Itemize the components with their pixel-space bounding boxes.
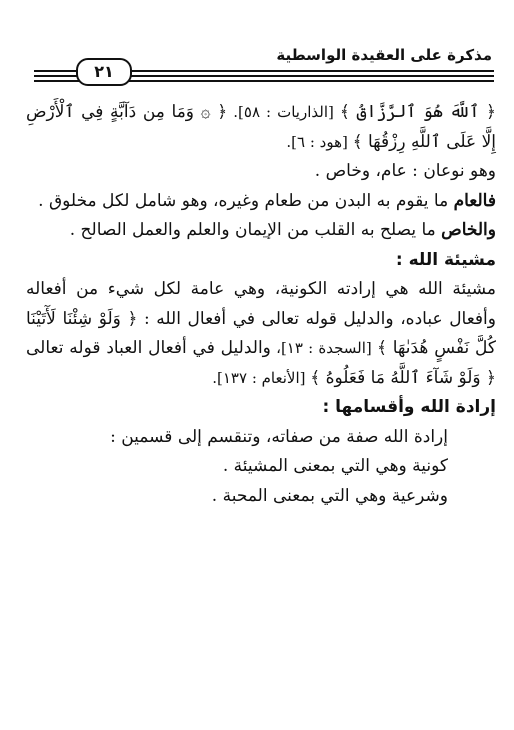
section-heading-mashiah: مشيئة الله :: [395, 249, 496, 270]
paragraph-specific-provision: [26, 216, 496, 246]
paragraph-two-types: [26, 157, 496, 187]
term-lead: فالعام: [453, 190, 496, 211]
verse-reference: [السجدة : ١٣]،: [270, 339, 377, 357]
body-text: مشيئة الله هي إرادته الكونية، وهي عامة لكل شيء من أفعاله وأفعال عباده، والدليل قوله تعالى في أفعال الله :: [26, 279, 496, 329]
body-text: وهو نوعان : عام، وخاص .: [314, 161, 496, 181]
quran-verse: ﴿ وَلَوْ شِئْنَا لَأٓتَيْنَا كُلَّ نَفْسٍ هُدَىٰهَا ﴾: [26, 308, 497, 358]
verse-reference: [هود : ٦].: [286, 132, 353, 151]
paragraph-general-provision: [26, 187, 496, 217]
page-body: [26, 98, 496, 511]
list-item-shariyyah: وشرعية وهي التي بمعنى المحبة .: [211, 485, 448, 506]
list-item-kawniyyah: كونية وهي التي بمعنى المشيئة .: [222, 456, 448, 476]
paragraph-razzaq-verses: [26, 98, 496, 157]
quran-verse: ﴿ ۞ وَمَا مِن دَآبَّةٍ فِي ٱلْأَرْضِ إِلَّا عَلَى ٱللَّهِ رِزْقُهَا ﴾: [26, 102, 496, 152]
section-heading-iradah: إرادة الله وأقسامها :: [322, 397, 496, 417]
verse-reference: [الذاريات : ٥٨].: [227, 103, 340, 121]
page-header: [30, 40, 500, 90]
body-text: ما يقوم به البدن من طعام وغيره، وهو شامل لكل مخلوق .: [38, 190, 454, 211]
paragraph-mashiah: [26, 275, 496, 393]
quran-verse: ﴿ وَلَوْ شَآءَ ٱللَّهُ مَا فَعَلُوهُ ﴾: [310, 367, 496, 388]
term-lead: والخاص: [441, 220, 496, 240]
paragraph-iradah-intro: إرادة الله صفة من صفاته، وتنقسم إلى قسمين :: [110, 426, 448, 447]
running-title: مذكرة على العقيدة الواسطية: [276, 46, 492, 64]
verse-reference: [الأنعام : ١٣٧].: [212, 368, 311, 387]
body-text: والدليل في أفعال العباد قوله تعالى: [26, 338, 271, 358]
page-number: ٢١: [76, 58, 132, 86]
body-text: ما يصلح به القلب من الإيمان والعلم والعمل الصالح .: [69, 220, 442, 240]
quran-verse: ﴿ ٱللَّهَ هُوَ ٱلرَّزَّاقُ ﴾: [339, 102, 496, 122]
